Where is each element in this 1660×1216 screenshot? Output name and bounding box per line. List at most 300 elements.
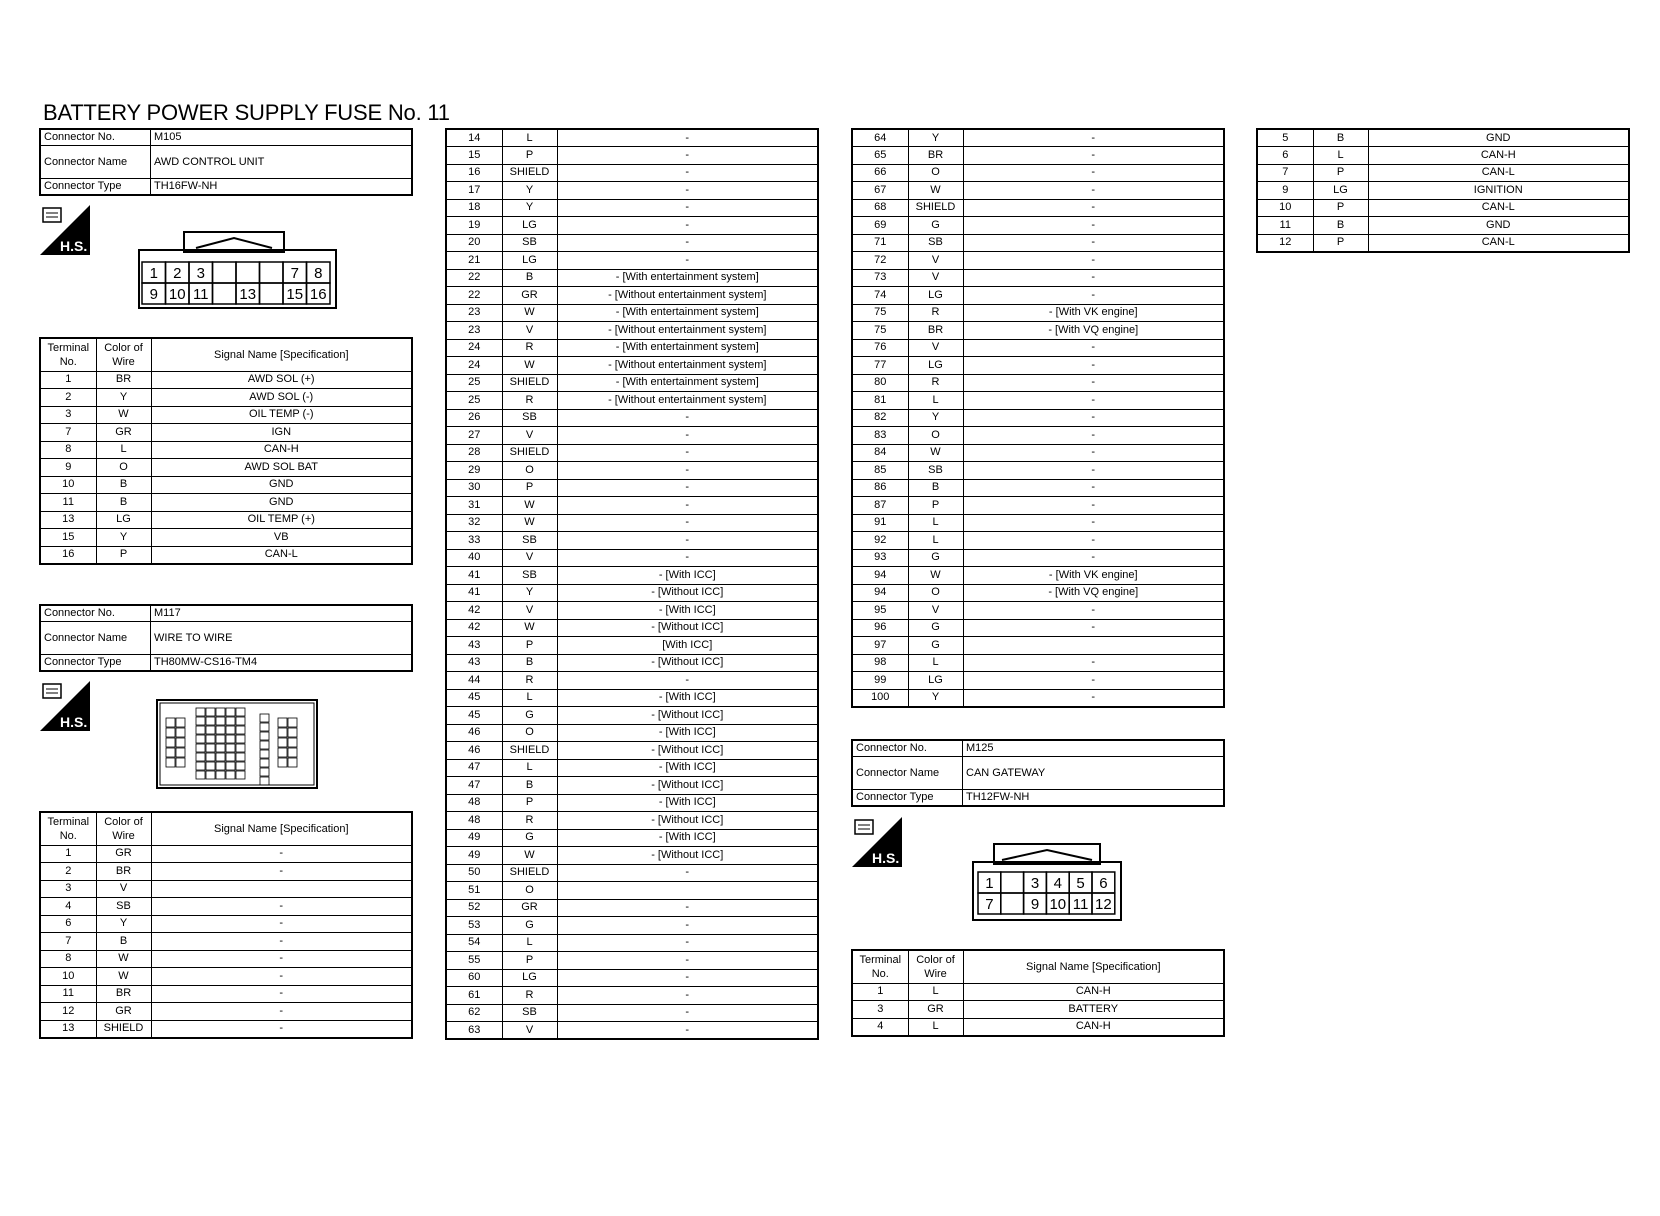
terminal-no-cell: 48	[446, 812, 502, 830]
terminal-no-cell: 27	[446, 427, 502, 445]
terminal-no-cell: 47	[446, 759, 502, 777]
terminal-no-cell: 11	[40, 494, 96, 512]
m105-connector-name: AWD CONTROL UNIT	[151, 146, 413, 179]
terminal-no-cell: 7	[1257, 164, 1313, 182]
wire-color-cell: V	[908, 602, 963, 620]
table-row	[852, 409, 1224, 427]
wire-color-cell: LG	[502, 217, 557, 235]
m105-connector-type: TH16FW-NH	[151, 179, 413, 196]
signal-name-cell: -	[963, 392, 1224, 410]
terminal-no-cell: 82	[852, 409, 908, 427]
connector-pin-label: 9	[149, 286, 158, 303]
connector-pin	[166, 718, 175, 727]
signal-name-cell: -	[963, 462, 1224, 480]
connector-pin	[196, 708, 205, 716]
connector-pin	[176, 738, 185, 747]
wire-color-cell: Y	[96, 389, 151, 407]
connector-pin	[260, 714, 269, 722]
connector-pin-label: 11	[192, 286, 209, 303]
wire-color-cell: SHIELD	[502, 742, 557, 760]
wire-color-cell: W	[502, 619, 557, 637]
m117-connector-name: WIRE TO WIRE	[151, 622, 413, 655]
m125-connector-no: M125	[963, 740, 1225, 757]
terminal-no-cell: 10	[40, 968, 96, 986]
table-row	[852, 199, 1224, 217]
table-row	[40, 898, 412, 916]
signal-name-cell: OIL TEMP (-)	[151, 406, 412, 424]
terminal-no-cell: 84	[852, 444, 908, 462]
signal-name-cell: -	[963, 654, 1224, 672]
signal-name-cell: -	[557, 164, 818, 182]
table-row	[446, 147, 818, 165]
terminal-no-cell: 10	[1257, 199, 1313, 217]
table-row	[446, 812, 818, 830]
signal-name-cell	[151, 880, 412, 898]
table-row	[446, 392, 818, 410]
table-row	[446, 462, 818, 480]
terminal-no-cell: 31	[446, 497, 502, 515]
wire-color-cell: R	[502, 812, 557, 830]
table-row	[446, 742, 818, 760]
table-row	[446, 479, 818, 497]
wire-color-cell: SB	[96, 898, 151, 916]
terminal-no-cell: 19	[446, 217, 502, 235]
m125-connector-name: CAN GATEWAY	[963, 757, 1225, 790]
table-row	[852, 374, 1224, 392]
signal-name-cell: VB	[151, 529, 412, 547]
table-row	[40, 968, 412, 986]
terminal-no-cell: 25	[446, 374, 502, 392]
signal-name-cell: OIL TEMP (+)	[151, 511, 412, 529]
wire-color-cell: LG	[502, 969, 557, 987]
m105-terminal-table	[39, 337, 413, 565]
table-row	[446, 199, 818, 217]
table-row	[852, 392, 1224, 410]
connector-pin	[216, 717, 225, 725]
terminal-no-cell: 81	[852, 392, 908, 410]
terminal-no-cell: 87	[852, 497, 908, 515]
wire-color-cell: GR	[908, 1001, 963, 1019]
table-row	[40, 424, 412, 442]
table-row	[446, 532, 818, 550]
signal-name-cell: -	[557, 952, 818, 970]
terminal-no-cell: 1	[852, 983, 908, 1001]
signal-name-cell: AWD SOL (-)	[151, 389, 412, 407]
signal-name-cell: -	[963, 182, 1224, 200]
table-row	[40, 950, 412, 968]
terminal-no-cell: 99	[852, 672, 908, 690]
signal-name-cell: -	[557, 147, 818, 165]
signal-name-cell: -	[963, 287, 1224, 305]
table-row	[852, 567, 1224, 585]
connector-pin	[226, 762, 235, 770]
signal-name-cell: -	[963, 672, 1224, 690]
terminal-no-cell: 49	[446, 829, 502, 847]
wire-color-cell: SHIELD	[908, 199, 963, 217]
table-row	[40, 1003, 412, 1021]
terminal-no-cell: 66	[852, 164, 908, 182]
wire-color-cell: Y	[502, 182, 557, 200]
connector-pin-label: 11	[1072, 896, 1089, 913]
signal-name-cell: -	[557, 987, 818, 1005]
connector-pin	[176, 728, 185, 737]
table-row	[446, 847, 818, 865]
connector-pin-label: 1	[149, 265, 158, 282]
table-row	[446, 899, 818, 917]
connector-pin	[166, 748, 175, 757]
signal-name-cell: -	[557, 409, 818, 427]
wire-color-cell: GR	[96, 845, 151, 863]
connector-pin-label: 2	[173, 265, 182, 282]
wire-color-cell: SHIELD	[502, 164, 557, 182]
terminal-no-cell: 5	[1257, 129, 1313, 147]
wire-color-cell: B	[908, 479, 963, 497]
signal-name-cell: -	[151, 950, 412, 968]
table-row	[446, 602, 818, 620]
terminal-no-cell: 76	[852, 339, 908, 357]
wire-color-cell: O	[502, 882, 557, 900]
table-row	[852, 304, 1224, 322]
terminal-no-cell: 73	[852, 269, 908, 287]
terminal-no-cell: 85	[852, 462, 908, 480]
wire-color-cell: SHIELD	[502, 444, 557, 462]
terminal-no-cell: 46	[446, 724, 502, 742]
m117-terminal-table-2	[445, 128, 819, 1040]
signal-name-cell: -	[963, 619, 1224, 637]
wire-color-cell: W	[96, 406, 151, 424]
terminal-no-cell: 40	[446, 549, 502, 567]
wire-color-cell: W	[96, 968, 151, 986]
terminal-no-header: Terminal No.	[40, 812, 96, 845]
terminal-no-cell: 10	[40, 476, 96, 494]
connector-pin-label: 10	[1049, 896, 1067, 913]
terminal-no-cell: 20	[446, 234, 502, 252]
terminal-no-cell: 46	[446, 742, 502, 760]
connector-pin-label: 6	[1099, 875, 1108, 892]
connector-pin	[166, 758, 175, 767]
signal-name-cell: - [With entertainment system]	[557, 269, 818, 287]
connector-pin	[226, 753, 235, 761]
connector-pin	[176, 718, 185, 727]
signal-name-cell: -	[557, 199, 818, 217]
connector-pin	[196, 717, 205, 725]
wire-color-cell: BR	[96, 371, 151, 389]
terminal-no-cell: 41	[446, 584, 502, 602]
signal-name-cell: -	[151, 915, 412, 933]
table-row	[40, 915, 412, 933]
m105-connector-info	[39, 128, 413, 196]
wire-color-cell: L	[908, 983, 963, 1001]
terminal-no-cell: 16	[40, 546, 96, 564]
wire-color-cell: L	[908, 392, 963, 410]
connector-name-label: Connector Name	[40, 622, 151, 655]
wire-color-cell: BR	[96, 863, 151, 881]
table-row	[446, 217, 818, 235]
connector-pin	[260, 741, 269, 749]
signal-name-cell: -	[963, 549, 1224, 567]
table-row	[446, 567, 818, 585]
wire-color-cell: GR	[96, 1003, 151, 1021]
signal-name-cell: -	[557, 549, 818, 567]
table-row	[852, 182, 1224, 200]
wire-color-cell: SB	[502, 409, 557, 427]
signal-name-cell: IGN	[151, 424, 412, 442]
connector-type-label: Connector Type	[40, 655, 151, 672]
signal-name-cell: -	[963, 514, 1224, 532]
terminal-no-cell: 64	[852, 129, 908, 147]
wire-color-cell: W	[502, 304, 557, 322]
signal-name-cell: -	[963, 602, 1224, 620]
signal-name-cell: CAN-H	[151, 441, 412, 459]
wire-color-cell: W	[908, 567, 963, 585]
signal-name-cell: -	[963, 357, 1224, 375]
m117-connector-face	[156, 694, 320, 794]
signal-name-cell: -	[557, 864, 818, 882]
table-row	[446, 654, 818, 672]
wire-color-cell: V	[502, 549, 557, 567]
signal-name-cell: -	[963, 129, 1224, 147]
signal-name-cell: - [With ICC]	[557, 724, 818, 742]
signal-name-cell: -	[151, 898, 412, 916]
table-row	[1257, 182, 1629, 200]
signal-name-cell: -	[557, 497, 818, 515]
hs-label: H.S.	[60, 714, 88, 730]
connector-no-label: Connector No.	[852, 740, 963, 757]
wire-color-cell: O	[502, 462, 557, 480]
terminal-no-cell: 83	[852, 427, 908, 445]
table-row	[1257, 164, 1629, 182]
signal-name-cell: GND	[1368, 129, 1629, 147]
terminal-no-cell: 3	[40, 880, 96, 898]
wire-color-cell: R	[502, 339, 557, 357]
wire-color-cell: R	[502, 987, 557, 1005]
terminal-no-cell: 8	[40, 950, 96, 968]
terminal-no-header: Terminal No.	[40, 338, 96, 371]
signal-name-cell: - [Without entertainment system]	[557, 287, 818, 305]
signal-name-cell: -	[151, 1003, 412, 1021]
wire-color-cell: B	[96, 494, 151, 512]
terminal-no-cell: 22	[446, 269, 502, 287]
connector-pin	[236, 771, 245, 779]
signal-name-cell: - [With ICC]	[557, 829, 818, 847]
connector-pin-label: 15	[286, 286, 304, 303]
signal-name-cell: -	[963, 147, 1224, 165]
connector-pin	[288, 748, 297, 757]
signal-name-cell: -	[557, 234, 818, 252]
terminal-no-cell: 8	[40, 441, 96, 459]
signal-name-cell: -	[963, 497, 1224, 515]
wire-color-cell: Y	[908, 689, 963, 707]
connector-pin	[236, 717, 245, 725]
wire-color-cell: V	[502, 427, 557, 445]
connector-pin	[216, 708, 225, 716]
connector-name-label: Connector Name	[40, 146, 151, 179]
terminal-no-cell: 80	[852, 374, 908, 392]
signal-name-cell: -	[557, 934, 818, 952]
table-row	[40, 459, 412, 477]
terminal-no-cell: 41	[446, 567, 502, 585]
terminal-no-cell: 23	[446, 304, 502, 322]
connector-pin	[260, 777, 269, 785]
terminal-no-cell: 51	[446, 882, 502, 900]
table-row	[852, 252, 1224, 270]
terminal-no-cell: 2	[40, 863, 96, 881]
signal-name-cell: -	[963, 689, 1224, 707]
connector-pin	[216, 744, 225, 752]
signal-name-cell: - [With entertainment system]	[557, 374, 818, 392]
table-row	[40, 371, 412, 389]
table-row	[852, 287, 1224, 305]
connector-pin	[206, 735, 215, 743]
wire-color-cell: B	[1313, 129, 1368, 147]
signal-name-cell: - [With ICC]	[557, 794, 818, 812]
signal-name-cell: -	[557, 899, 818, 917]
table-row	[852, 164, 1224, 182]
hs-label: H.S.	[872, 850, 900, 866]
connector-pin	[260, 750, 269, 758]
connector-pin	[288, 738, 297, 747]
table-row	[40, 389, 412, 407]
m125-terminal-table-1	[851, 949, 1225, 1037]
signal-name-cell: -	[963, 164, 1224, 182]
wire-color-cell: SB	[502, 234, 557, 252]
terminal-no-cell: 52	[446, 899, 502, 917]
wire-color-cell: Y	[96, 529, 151, 547]
wire-color-cell: V	[502, 322, 557, 340]
wire-color-cell: W	[908, 182, 963, 200]
table-row	[852, 549, 1224, 567]
table-row	[852, 444, 1224, 462]
terminal-no-cell: 67	[852, 182, 908, 200]
connector-pin	[206, 771, 215, 779]
connector-pin	[260, 262, 284, 283]
table-row	[446, 934, 818, 952]
table-row	[852, 637, 1224, 655]
connector-pin	[260, 732, 269, 740]
table-row	[446, 952, 818, 970]
connector-pin	[278, 728, 287, 737]
wire-color-cell: B	[502, 269, 557, 287]
signal-name-cell: - [Without ICC]	[557, 654, 818, 672]
terminal-no-cell: 3	[40, 406, 96, 424]
connector-type-label: Connector Type	[852, 790, 963, 807]
connector-pin	[206, 753, 215, 761]
table-row	[446, 637, 818, 655]
wire-color-cell: G	[908, 619, 963, 637]
table-row	[40, 529, 412, 547]
signal-name-cell: -	[557, 514, 818, 532]
wire-color-cell: R	[502, 672, 557, 690]
wire-color-cell: BR	[908, 322, 963, 340]
table-row	[446, 882, 818, 900]
wire-color-cell: G	[908, 637, 963, 655]
connector-pin	[288, 758, 297, 767]
connector-pin	[278, 758, 287, 767]
connector-pin	[226, 735, 235, 743]
signal-name-cell: -	[963, 339, 1224, 357]
connector-pin	[213, 262, 237, 283]
signal-name-header: Signal Name [Specification]	[963, 950, 1224, 983]
signal-name-cell: CAN-L	[1368, 234, 1629, 252]
terminal-no-cell: 49	[446, 847, 502, 865]
wire-color-cell: P	[908, 497, 963, 515]
terminal-no-cell: 23	[446, 322, 502, 340]
table-row	[852, 532, 1224, 550]
harness-side-icon	[40, 681, 90, 731]
connector-pin	[226, 744, 235, 752]
terminal-no-cell: 2	[40, 389, 96, 407]
table-row	[446, 724, 818, 742]
wire-color-cell: W	[96, 950, 151, 968]
table-row	[852, 1001, 1224, 1019]
wire-color-cell: L	[502, 934, 557, 952]
wire-color-cell: P	[502, 637, 557, 655]
m117-connector-info	[39, 604, 413, 672]
table-row	[446, 672, 818, 690]
terminal-no-cell: 30	[446, 479, 502, 497]
table-row	[40, 546, 412, 564]
signal-name-cell: -	[557, 672, 818, 690]
wire-color-cell: GR	[96, 424, 151, 442]
terminal-no-cell: 96	[852, 619, 908, 637]
connector-pin	[1001, 893, 1024, 914]
connector-pin	[288, 728, 297, 737]
signal-name-header: Signal Name [Specification]	[151, 338, 412, 371]
terminal-no-cell: 18	[446, 199, 502, 217]
table-row	[40, 406, 412, 424]
signal-name-cell: - [Without entertainment system]	[557, 392, 818, 410]
table-row	[40, 933, 412, 951]
m125-connector-face	[972, 840, 1124, 922]
table-row	[446, 234, 818, 252]
terminal-no-cell: 74	[852, 287, 908, 305]
terminal-no-cell: 11	[40, 985, 96, 1003]
table-row	[1257, 147, 1629, 165]
table-row	[446, 689, 818, 707]
terminal-no-cell: 9	[1257, 182, 1313, 200]
table-row	[1257, 129, 1629, 147]
table-row	[446, 1004, 818, 1022]
table-row	[40, 441, 412, 459]
terminal-no-cell: 95	[852, 602, 908, 620]
terminal-no-cell: 6	[40, 915, 96, 933]
table-row	[852, 322, 1224, 340]
terminal-no-cell: 9	[40, 459, 96, 477]
connector-pin	[196, 726, 205, 734]
connector-pin	[236, 753, 245, 761]
terminal-no-cell: 1	[40, 371, 96, 389]
table-row	[852, 462, 1224, 480]
table-row	[40, 494, 412, 512]
terminal-no-cell: 93	[852, 549, 908, 567]
terminal-no-cell: 24	[446, 357, 502, 375]
signal-name-cell: GND	[1368, 217, 1629, 235]
table-row	[852, 357, 1224, 375]
table-row	[446, 987, 818, 1005]
table-row	[446, 129, 818, 147]
terminal-no-cell: 77	[852, 357, 908, 375]
signal-name-cell: - [With ICC]	[557, 689, 818, 707]
wire-color-cell: W	[502, 847, 557, 865]
terminal-no-cell: 4	[852, 1018, 908, 1036]
terminal-no-cell: 21	[446, 252, 502, 270]
terminal-no-cell: 43	[446, 637, 502, 655]
connector-pin	[166, 728, 175, 737]
wire-color-cell: V	[908, 269, 963, 287]
terminal-no-cell: 28	[446, 444, 502, 462]
wire-color-cell: P	[502, 952, 557, 970]
table-row	[446, 164, 818, 182]
